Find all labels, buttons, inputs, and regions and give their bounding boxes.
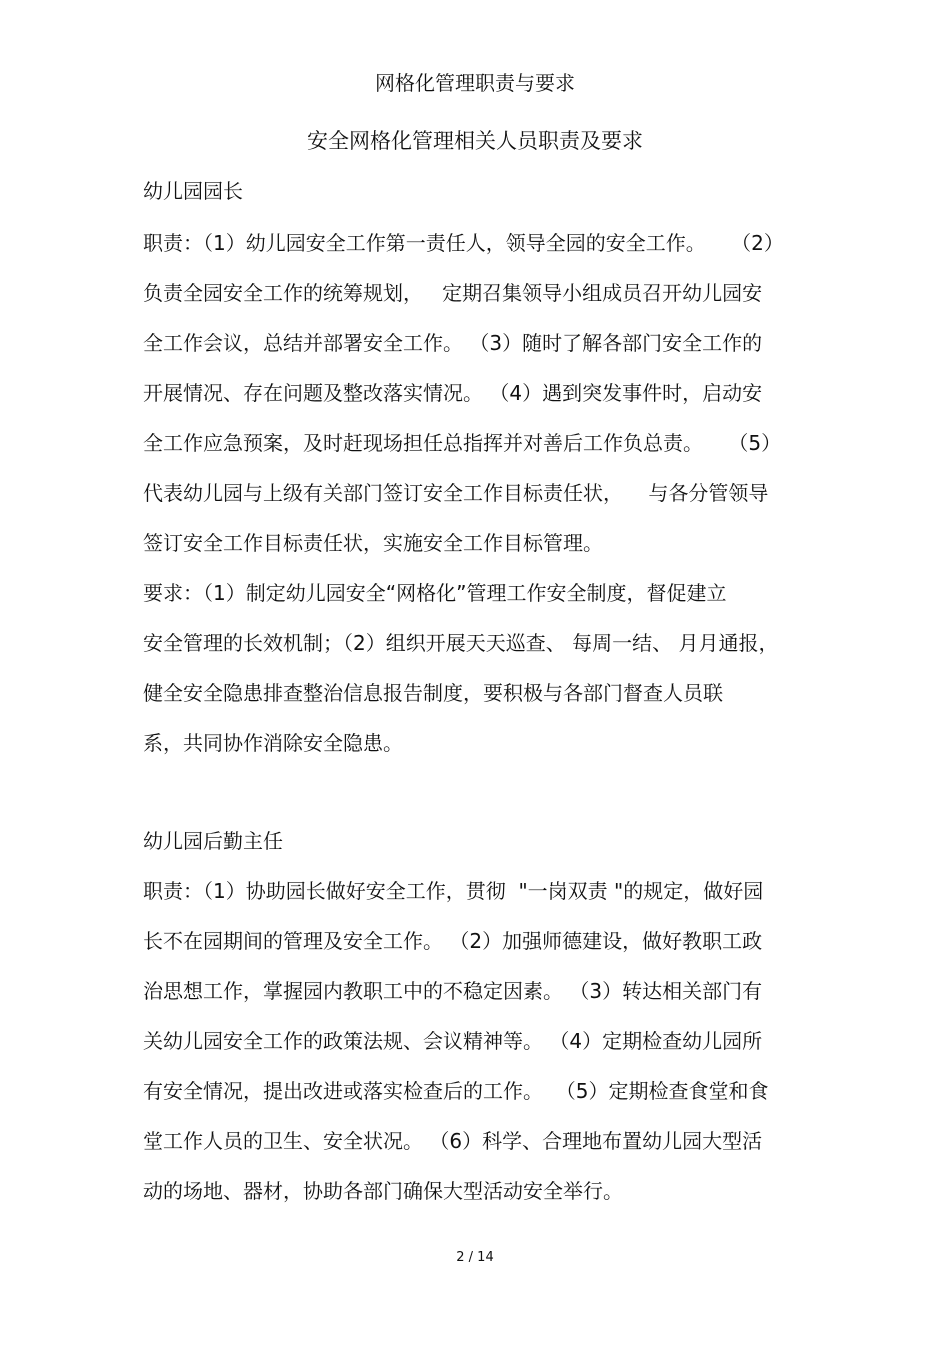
document-title: 网格化管理职责与要求 xyxy=(375,71,575,95)
paragraph-line: 动的场地、器材，协助各部门确保大型活动安全举行。 xyxy=(143,1179,623,1203)
paragraph-line: 开展情况、存在问题及整改落实情况。 （4）遇到突发事件时，启动安 xyxy=(143,381,763,405)
page-number: 2 / 14 xyxy=(456,1250,494,1265)
paragraph-line: 全工作会议，总结并部署安全工作。 （3）随时了解各部门安全工作的 xyxy=(143,331,763,355)
paragraph-line: 负责全园安全工作的统筹规划， 定期召集领导小组成员召开幼儿园安 xyxy=(143,281,763,305)
section-heading: 幼儿园园长 xyxy=(143,179,243,203)
paragraph-line: 有安全情况，提出改进或落实检查后的工作。 （5）定期检查食堂和食 xyxy=(143,1079,769,1103)
paragraph-line: 长不在园期间的管理及安全工作。 （2）加强师德建设，做好教职工政 xyxy=(143,929,763,953)
paragraph-line: 治思想工作，掌握园内教职工中的不稳定因素。 （3）转达相关部门有 xyxy=(143,979,763,1003)
paragraph-line: 堂工作人员的卫生、安全状况。 （6）科学、合理地布置幼儿园大型活 xyxy=(143,1129,763,1153)
paragraph-line: 全工作应急预案，及时赶现场担任总指挥并对善后工作负总责。 （5） xyxy=(143,431,782,455)
paragraph-line: 安全管理的长效机制；（2）组织开展天天巡查、 每周一结、 月月通报， xyxy=(143,631,779,655)
paragraph-line: 职责：（1）协助园长做好安全工作，贯彻 "一岗双责 "的规定，做好园 xyxy=(143,879,764,903)
document-subtitle: 安全网格化管理相关人员职责及要求 xyxy=(307,129,643,153)
paragraph-line: 职责：（1）幼儿园安全工作第一责任人，领导全园的安全工作。 （2） xyxy=(143,231,784,255)
section-heading: 幼儿园后勤主任 xyxy=(143,829,283,853)
paragraph-line: 关幼儿园安全工作的政策法规、会议精神等。 （4）定期检查幼儿园所 xyxy=(143,1029,763,1053)
paragraph-line: 要求：（1）制定幼儿园安全“网格化”管理工作安全制度，督促建立 xyxy=(143,581,727,605)
paragraph-line: 健全安全隐患排查整治信息报告制度，要积极与各部门督查人员联 xyxy=(143,681,723,705)
paragraph-line: 代表幼儿园与上级有关部门签订安全工作目标责任状， 与各分管领导 xyxy=(143,481,769,505)
paragraph-line: 系，共同协作消除安全隐患。 xyxy=(143,731,403,755)
paragraph-line: 签订安全工作目标责任状，实施安全工作目标管理。 xyxy=(143,531,603,555)
